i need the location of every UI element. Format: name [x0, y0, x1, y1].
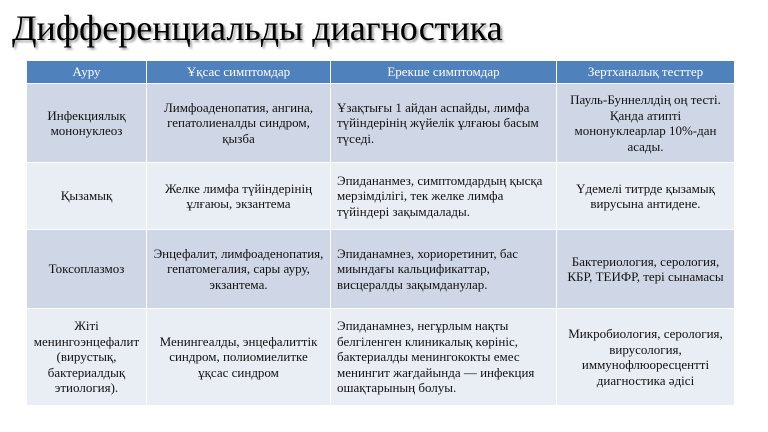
cell-disease: Токсоплазмоз — [27, 230, 147, 309]
slide-title: Дифференциальды диагностика — [12, 8, 503, 48]
header-specific-symptoms: Ерекше симптомдар — [331, 61, 557, 84]
cell-lab-tests: Пауль-Буннеллдің оң тесті. Қанда атипті мононуклеарлар 10%-дан асады. — [557, 84, 735, 163]
cell-specific-symptoms: Эпиданамнез, хориоретинит, бас миындағы кальцификаттар, висцералды зақымданулар. — [331, 230, 557, 309]
table-row — [27, 230, 735, 309]
table-header-row — [27, 61, 735, 84]
table-row — [27, 163, 735, 230]
cell-lab-tests: Үдемелі титрде қызамық вирусына антиденe. — [557, 163, 735, 230]
cell-specific-symptoms: Эпидананмез, симптомдардың қысқа мерзімділігі, тек желке лимфа түйіндері зақымдалады. — [331, 163, 557, 230]
cell-lab-tests: Бактериология, серология, КБР, ТЕИФР, тері сынамасы — [557, 230, 735, 309]
header-similar-symptoms: Ұқсас симптомдар — [147, 61, 331, 84]
cell-similar-symptoms: Энцефалит, лимфоаденопатия, гепатомегалия, сары ауру, экзантема. — [147, 230, 331, 309]
cell-specific-symptoms: Ұзақтығы 1 айдан аспайды, лимфа түйіндерінің жүйелік ұлғаюы басым түседі. — [331, 84, 557, 163]
table-row — [27, 84, 735, 163]
cell-similar-symptoms: Лимфоаденопатия, ангина, гепатолиеналды синдром, қызба — [147, 84, 331, 163]
table-row — [27, 309, 735, 406]
cell-disease: Жіті менингоэнцефалит (вирустық, бактериалдық этиология). — [27, 309, 147, 406]
differential-diagnosis-table — [26, 60, 735, 406]
cell-lab-tests: Микробиология, серология, вирусология, иммунофлюоресценттi диагностика әдісі — [557, 309, 735, 406]
cell-disease: Инфекциялық мононуклеоз — [27, 84, 147, 163]
cell-disease: Қызамық — [27, 163, 147, 230]
cell-specific-symptoms: Эпиданамнез, негұрлым нақты белгіленген клиникалық көрініс, бактериалды менингококты емес менингит жағдайында — инфекция ошақтарының болуы. — [331, 309, 557, 406]
cell-similar-symptoms: Менингеалды, энцефалиттік синдром, полиомиелитке ұқсас синдром — [147, 309, 331, 406]
header-lab-tests: Зертханалық тесттер — [557, 61, 735, 84]
header-disease: Ауру — [27, 61, 147, 84]
cell-similar-symptoms: Желке лимфа түйіндерінің ұлғаюы, экзантема — [147, 163, 331, 230]
